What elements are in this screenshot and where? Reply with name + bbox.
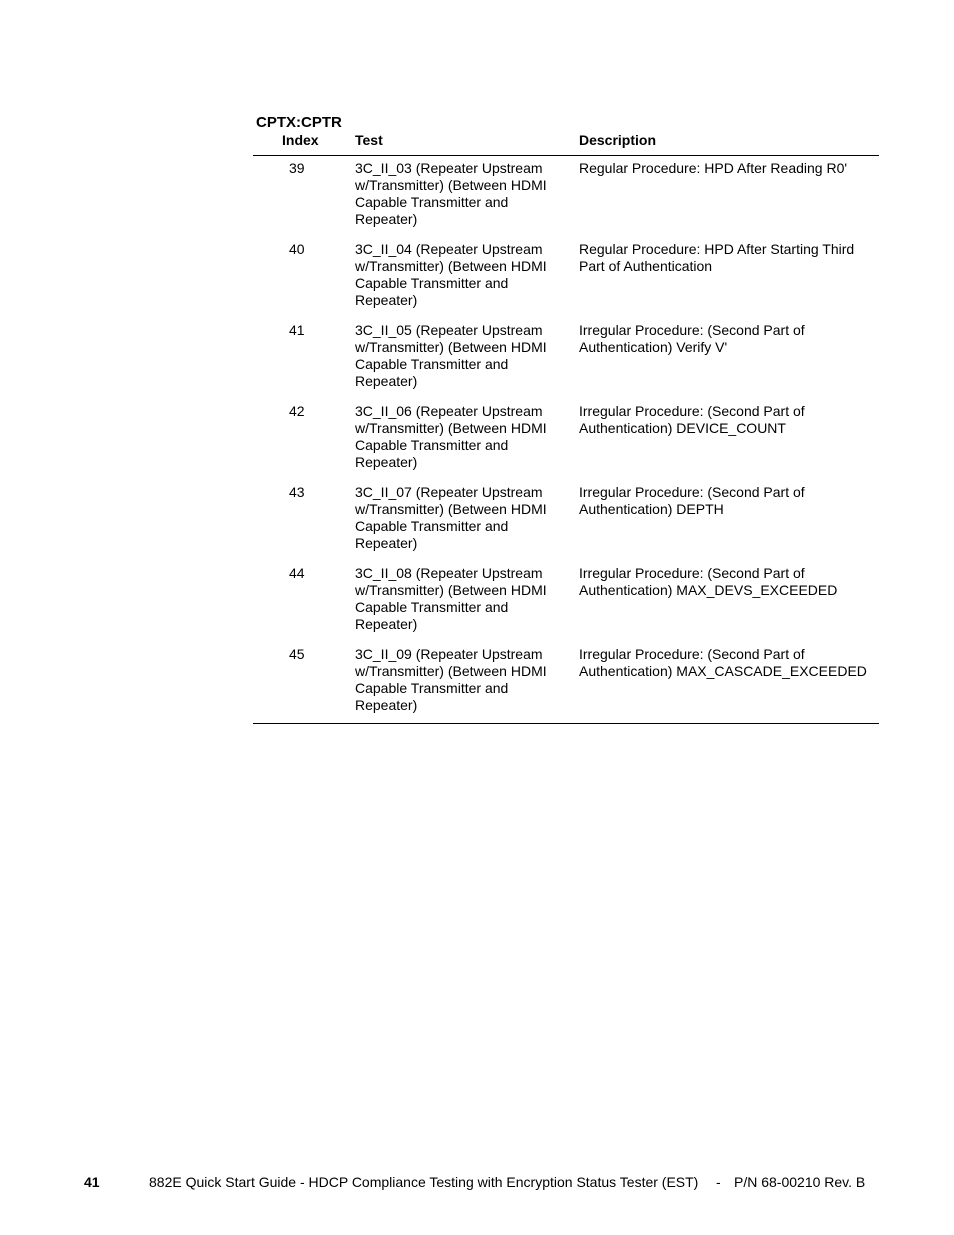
- row-index: 43: [289, 484, 305, 500]
- row-index: 44: [289, 565, 305, 581]
- row-description: Irregular Procedure: (Second Part of Authentication) MAX_CASCADE_EXCEEDED: [579, 646, 867, 679]
- table-row: [253, 646, 879, 727]
- row-test: 3C_II_09 (Repeater Upstream w/Transmitter) (Between HDMI Capable Transmitter and Repeater): [355, 646, 547, 713]
- table-row: [253, 160, 879, 241]
- table-caption: CPTX:CPTR: [256, 114, 342, 131]
- footer-part-number: P/N 68-00210 Rev. B: [734, 1174, 866, 1190]
- header-rule: [253, 155, 879, 156]
- column-header-description: Description: [579, 132, 657, 148]
- row-index: 41: [289, 322, 305, 338]
- row-test: 3C_II_03 (Repeater Upstream w/Transmitter) (Between HDMI Capable Transmitter and Repeater): [355, 160, 547, 227]
- row-index: 45: [289, 646, 305, 662]
- row-test: 3C_II_05 (Repeater Upstream w/Transmitter) (Between HDMI Capable Transmitter and Repeater): [355, 322, 547, 389]
- row-description: Irregular Procedure: (Second Part of Authentication) DEVICE_COUNT: [579, 403, 805, 436]
- footer-separator: -: [716, 1174, 721, 1190]
- table-bottom-rule: [253, 723, 879, 724]
- table-row: [253, 565, 879, 646]
- table-row: [253, 403, 879, 484]
- row-test: 3C_II_04 (Repeater Upstream w/Transmitter) (Between HDMI Capable Transmitter and Repeater): [355, 241, 547, 308]
- column-header-test: Test: [355, 132, 383, 148]
- table-row: [253, 484, 879, 565]
- row-index: 42: [289, 403, 305, 419]
- row-description: Irregular Procedure: (Second Part of Authentication) DEPTH: [579, 484, 805, 517]
- row-test: 3C_II_08 (Repeater Upstream w/Transmitter) (Between HDMI Capable Transmitter and Repeater): [355, 565, 547, 632]
- page-number: 41: [84, 1174, 100, 1190]
- row-description: Irregular Procedure: (Second Part of Authentication) Verify V': [579, 322, 805, 355]
- footer-title: 882E Quick Start Guide - HDCP Compliance Testing with Encryption Status Tester (EST): [149, 1174, 699, 1190]
- table-row: [253, 241, 879, 322]
- row-test: 3C_II_07 (Repeater Upstream w/Transmitter) (Between HDMI Capable Transmitter and Repeater): [355, 484, 547, 551]
- table-row: [253, 322, 879, 403]
- column-header-index: Index: [282, 132, 319, 148]
- row-index: 39: [289, 160, 305, 176]
- row-description: Regular Procedure: HPD After Starting Third Part of Authentication: [579, 241, 855, 274]
- row-index: 40: [289, 241, 305, 257]
- row-description: Irregular Procedure: (Second Part of Authentication) MAX_DEVS_EXCEEDED: [579, 565, 838, 598]
- row-description: Regular Procedure: HPD After Reading R0': [579, 160, 848, 176]
- row-test: 3C_II_06 (Repeater Upstream w/Transmitter) (Between HDMI Capable Transmitter and Repeater): [355, 403, 547, 470]
- table-body: [253, 160, 879, 727]
